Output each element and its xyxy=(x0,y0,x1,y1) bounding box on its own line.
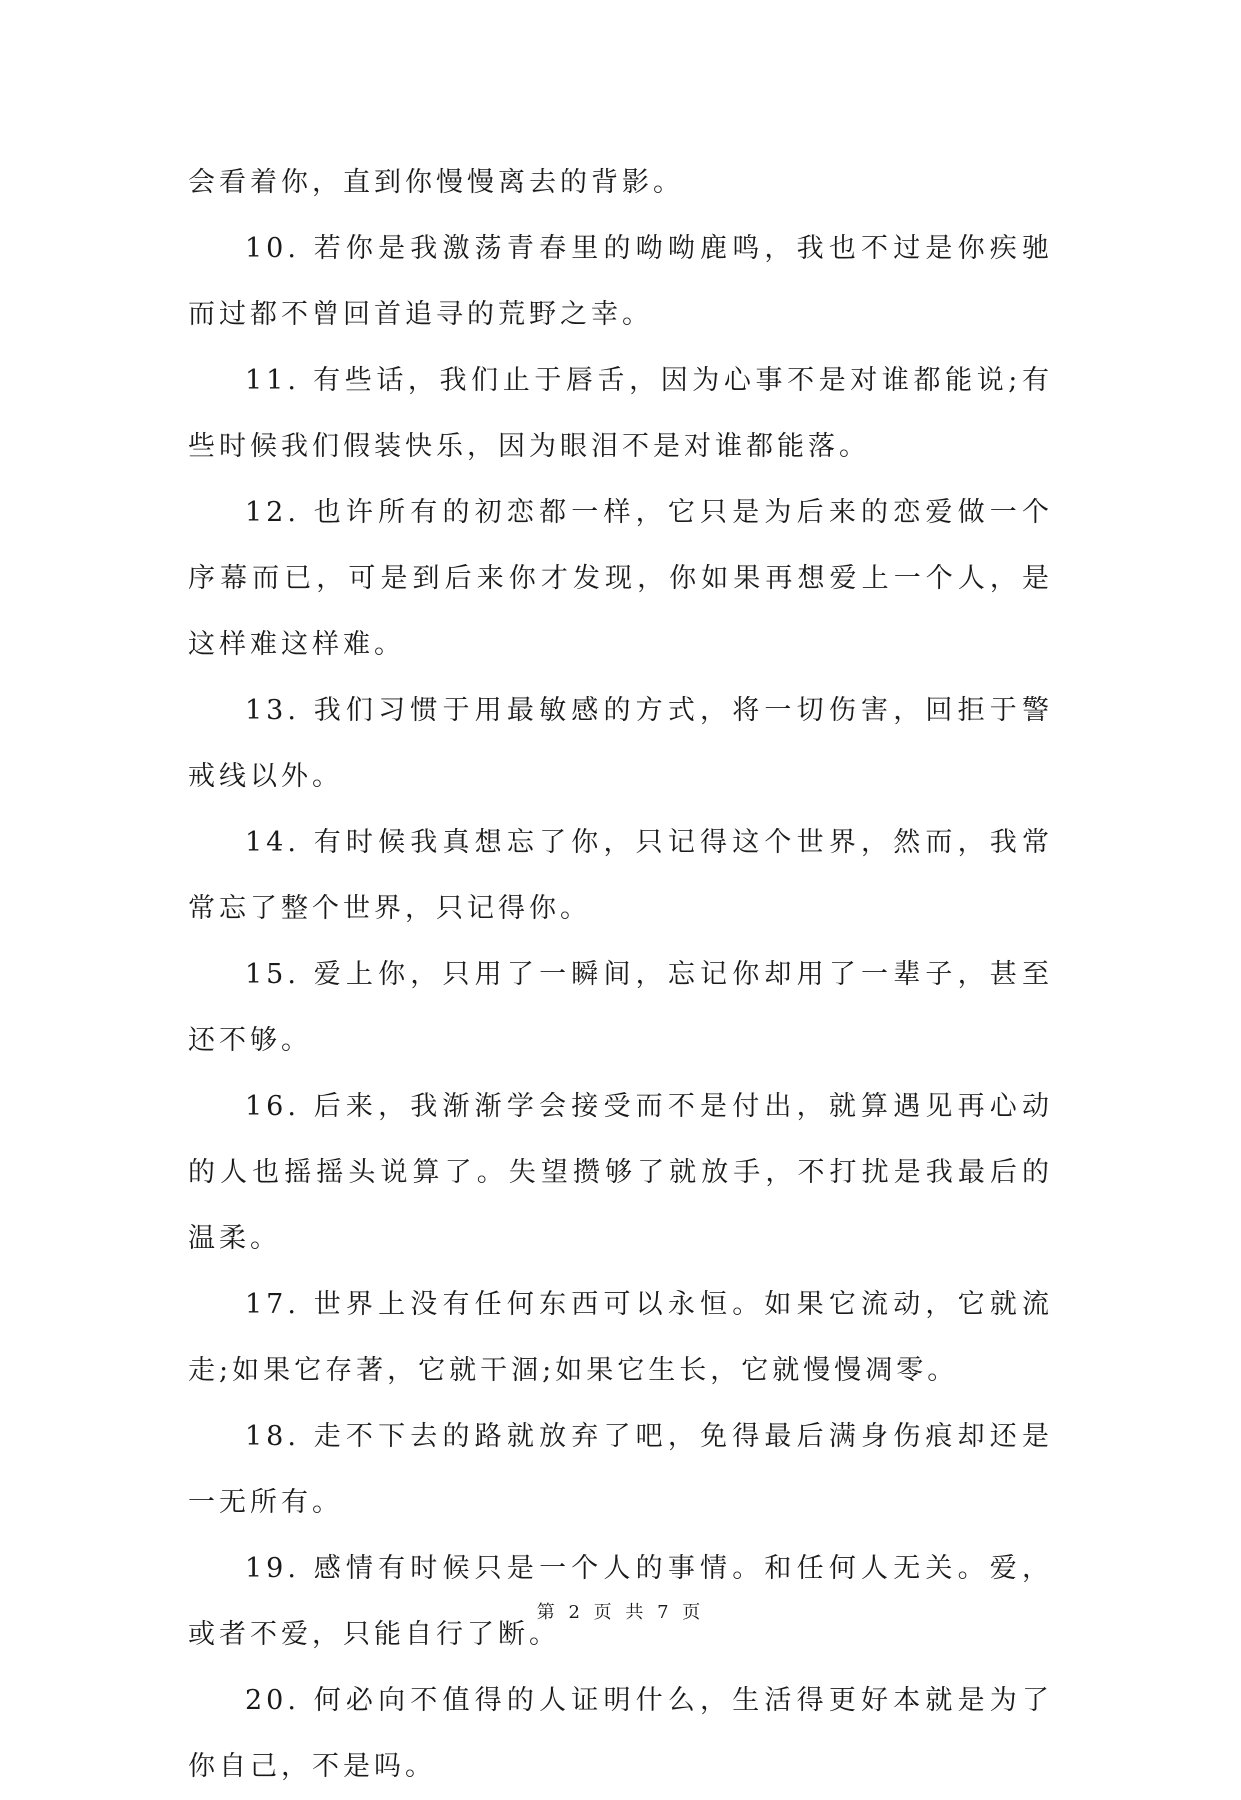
paragraph-item-17: 17. 世界上没有任何东西可以永恒。如果它流动，它就流走;如果它存著，它就干涸;如果它生长，它就慢慢凋零。 xyxy=(188,1289,1053,1386)
paragraph-item-13: 13. 我们习惯于用最敏感的方式，将一切伤害，回拒于警戒线以外。 xyxy=(188,695,1053,792)
paragraph-item-15: 15. 爱上你，只用了一瞬间，忘记你却用了一辈子，甚至还不够。 xyxy=(188,959,1053,1056)
paragraph-item-20: 20. 何必向不值得的人证明什么，生活得更好本就是为了你自己，不是吗。 xyxy=(188,1685,1053,1782)
paragraph-continued: 会看着你，直到你慢慢离去的背影。 xyxy=(188,167,684,198)
paragraph-item-12: 12. 也许所有的初恋都一样，它只是为后来的恋爱做一个序幕而已，可是到后来你才发现，你如果再想爱上一个人，是这样难这样难。 xyxy=(188,497,1053,660)
page-number-footer: 第 2 页 共 7 页 xyxy=(536,1602,705,1623)
paragraph-item-18: 18. 走不下去的路就放弃了吧，免得最后满身伤痕却还是一无所有。 xyxy=(188,1421,1053,1518)
paragraph-item-14: 14. 有时候我真想忘了你，只记得这个世界，然而，我常常忘了整个世界，只记得你。 xyxy=(188,827,1053,924)
paragraph-item-11: 11. 有些话，我们止于唇舌，因为心事不是对谁都能说;有些时候我们假装快乐，因为眼泪不是对谁都能落。 xyxy=(188,365,1053,462)
document-body xyxy=(188,150,1053,1800)
paragraph-item-16: 16. 后来，我渐渐学会接受而不是付出，就算遇见再心动的人也摇摇头说算了。失望攒够了就放手，不打扰是我最后的温柔。 xyxy=(188,1091,1053,1254)
paragraph-item-19: 19. 感情有时候只是一个人的事情。和任何人无关。爱，或者不爱，只能自行了断。 xyxy=(188,1553,1053,1650)
paragraph-item-10: 10. 若你是我激荡青春里的呦呦鹿鸣，我也不过是你疾驰而过都不曾回首追寻的荒野之幸。 xyxy=(188,233,1053,330)
